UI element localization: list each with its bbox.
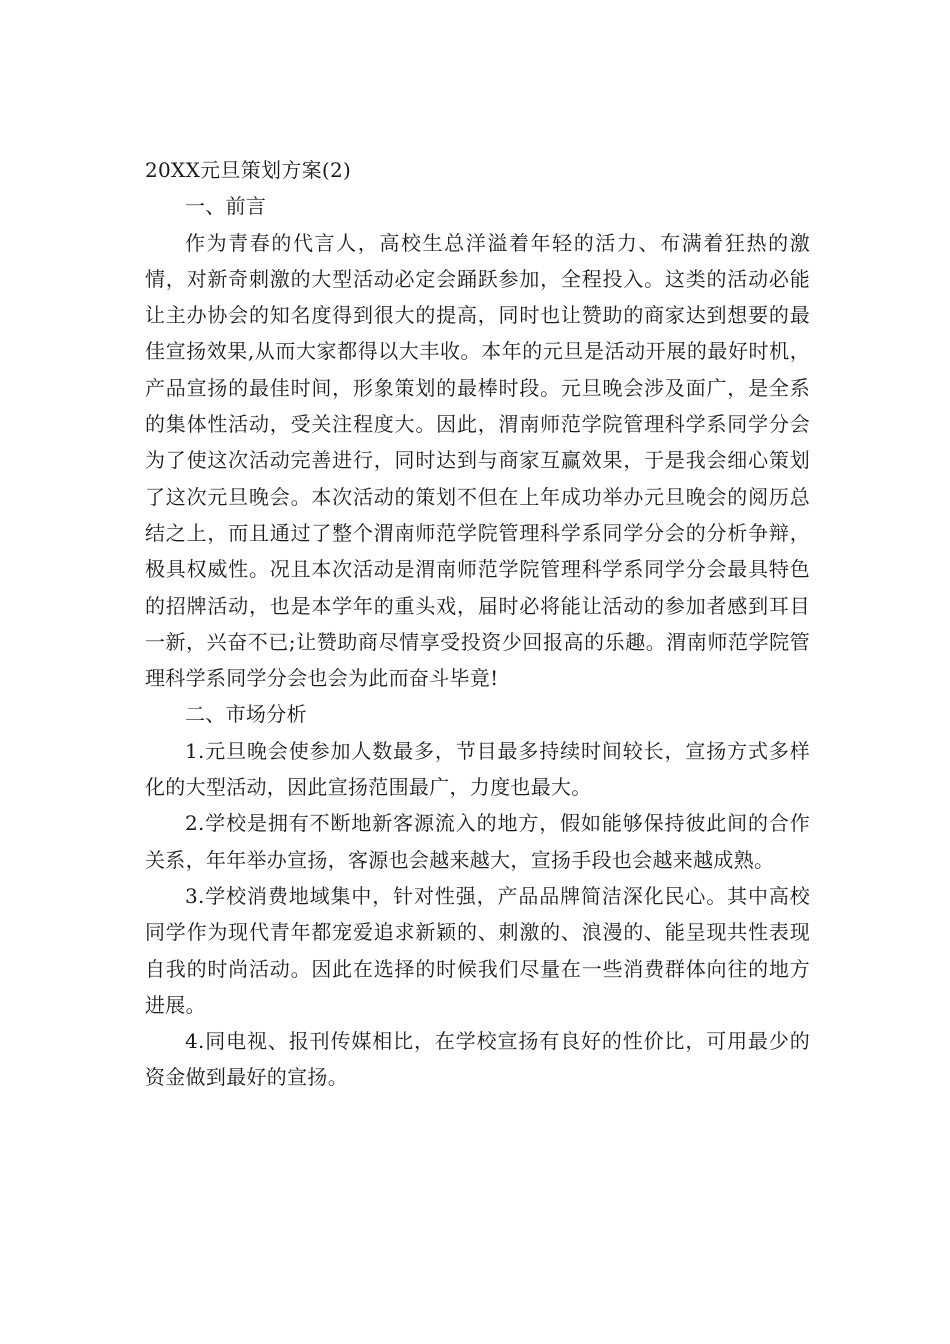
document-body [145,152,810,1096]
document-title: 20XX元旦策划方案(2) [145,158,352,182]
section-heading-preface: 一、前言 [185,194,267,219]
market-point-1: 1.元旦晚会使参加人数最多，节目最多持续时间较长，宣扬方式多样化的大型活动，因此宣扬范围最广，力度也最大。 [145,738,810,800]
market-point-4: 4.同电视、报刊传媒相比，在学校宣扬有良好的性价比，可用最少的资金做到最好的宣扬。 [145,1029,810,1090]
preface-paragraph: 作为青春的代言人，高校生总洋溢着年轻的活力、布满着狂热的激情，对新奇刺激的大型活动必定会踊跃参加，全程投入。这类的活动必能让主办协会的知名度得到很大的提高，同时也让赞助的商家达到想要的最佳宣扬效果,从而大家都得以大丰收。本年的元旦是活动开展的最好时机，产品宣扬的最佳时间，形象策划的最棒时段。元旦晚会涉及面广，是全系的集体性活动，受关注程度大。因此，渭南师范学院管理科学系同学分会为了使这次活动完善进行，同时达到与商家互赢效果，于是我会细心策划了这次元旦晚会。本次活动的策划不但在上年成功举办元旦晚会的阅历总结之上，而且通过了整个渭南师范学院管理科学系同学分会的分析争辩，极具权威性。况且本次活动是渭南师范学院管理科学系同学分会最具特色的招牌活动，也是本学年的重头戏，届时必将能让活动的参加者感到耳目一新，兴奋不已;让赞助商尽情享受投资少回报高的乐趣。渭南师范学院管理科学系同学分会也会为此而奋斗毕竟! [145,230,810,691]
market-point-2: 2.学校是拥有不断地新客源流入的地方，假如能够保持彼此间的合作关系，年年举办宣扬，客源也会越来越大，宣扬手段也会越来越成熟。 [145,811,810,872]
section-heading-market-analysis: 二、市场分析 [185,702,307,727]
market-point-3: 3.学校消费地域集中，针对性强，产品品牌简洁深化民心。其中高校同学作为现代青年都宠爱追求新颖的、刺激的、浪漫的、能呈现共性表现自我的时尚活动。因此在选择的时候我们尽量在一些消费群体向往的地方进展。 [145,883,810,1017]
